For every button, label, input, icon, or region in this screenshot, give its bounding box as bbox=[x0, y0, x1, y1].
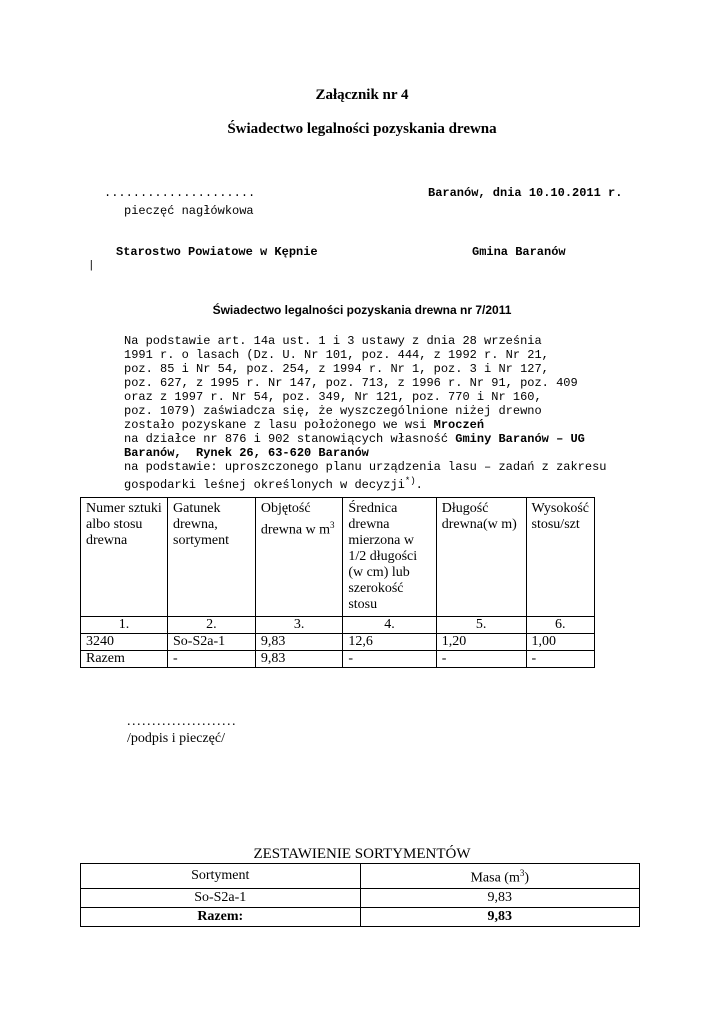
summary-title: ZESTAWIENIE SORTYMENTÓW bbox=[253, 846, 471, 862]
table-cell: So-S2a-1 bbox=[168, 634, 256, 651]
village-name: Mroczeń bbox=[433, 418, 485, 432]
total-label: Razem: bbox=[81, 907, 361, 926]
owner-address: Baranów, Rynek 26, 63-620 Baranów bbox=[124, 446, 369, 460]
stamp-label: pieczęć nagłówkowa bbox=[124, 204, 254, 218]
table-cell: 9,83 bbox=[360, 888, 640, 907]
body-line: oraz z 1997 r. Nr 54, poz. 349, Nr 121, poz. 770 i Nr 160, bbox=[124, 390, 542, 404]
table-row bbox=[81, 634, 595, 651]
total-value: 9,83 bbox=[360, 907, 640, 926]
total-cell: Razem bbox=[81, 651, 168, 668]
total-cell: - bbox=[343, 651, 436, 668]
text-cursor-mark: | bbox=[88, 260, 95, 272]
recipient-name: Gmina Baranów bbox=[472, 245, 566, 259]
body-line: zostało pozyskane z lasu położonego we wsi Mroczeń bbox=[124, 418, 485, 432]
column-number: 1. bbox=[81, 617, 168, 634]
header-species: Gatunek drewna, sortyment bbox=[168, 498, 256, 617]
certificate-heading: Świadectwo legalności pozyskania drewna nr 7/2011 bbox=[212, 303, 512, 317]
table-row bbox=[81, 888, 640, 907]
wood-table bbox=[80, 497, 595, 668]
header-diameter: Średnica drewna mierzona w 1/2 długości (w cm) lub szerokość stosu bbox=[343, 498, 436, 617]
summary-table bbox=[80, 863, 640, 927]
table-total-row bbox=[81, 651, 595, 668]
header-item-number: Numer sztuki albo stosu drewna bbox=[81, 498, 168, 617]
total-cell: - bbox=[526, 651, 594, 668]
total-cell: - bbox=[168, 651, 256, 668]
table-row bbox=[81, 617, 595, 634]
column-number: 3. bbox=[255, 617, 342, 634]
table-header-row bbox=[81, 498, 595, 617]
issuer-name: Starostwo Powiatowe w Kępnie bbox=[116, 245, 318, 259]
certificate-body bbox=[124, 334, 644, 492]
column-number: 5. bbox=[436, 617, 526, 634]
header-length: Długość drewna(w m) bbox=[436, 498, 526, 617]
signature-dots: ...................... bbox=[127, 714, 237, 729]
body-line: gospodarki leśnej określonych w decyzji*). bbox=[124, 476, 423, 492]
table-cell: So-S2a-1 bbox=[81, 888, 361, 907]
attachment-title: Załącznik nr 4 bbox=[315, 87, 409, 103]
column-number: 6. bbox=[526, 617, 594, 634]
place-and-date: Baranów, dnia 10.10.2011 r. bbox=[428, 186, 623, 200]
summary-total-row bbox=[81, 907, 640, 926]
column-number: 4. bbox=[343, 617, 436, 634]
summary-header-sortyment: Sortyment bbox=[81, 864, 361, 889]
footnote-mark: *) bbox=[404, 476, 416, 486]
body-line: poz. 627, z 1995 r. Nr 147, poz. 713, z 1996 r. Nr 91, poz. 409 bbox=[124, 376, 578, 390]
document-title: Świadectwo legalności pozyskania drewna bbox=[227, 121, 497, 137]
body-line: poz. 1079) zaświadcza się, że wyszczególnione niżej drewno bbox=[124, 404, 542, 418]
table-cell: 3240 bbox=[81, 634, 168, 651]
body-line: na podstawie: uproszczonego planu urządzenia lasu – zadań z zakresu bbox=[124, 460, 607, 474]
table-cell: 1,00 bbox=[526, 634, 594, 651]
header-height: Wysokość stosu/szt bbox=[526, 498, 594, 617]
table-cell: 12,6 bbox=[343, 634, 436, 651]
owner-name: Gminy Baranów – UG bbox=[455, 432, 585, 446]
total-cell: - bbox=[436, 651, 526, 668]
summary-header-row bbox=[81, 864, 640, 889]
table-cell: 1,20 bbox=[436, 634, 526, 651]
body-line: Na podstawie art. 14a ust. 1 i 3 ustawy z dnia 28 września bbox=[124, 334, 542, 348]
body-line: 1991 r. o lasach (Dz. U. Nr 101, poz. 444, z 1992 r. Nr 21, bbox=[124, 348, 549, 362]
stamp-placeholder-dots: ..................... bbox=[104, 186, 256, 200]
column-number: 2. bbox=[168, 617, 256, 634]
header-volume: Objętość drewna w $m^3$ bbox=[255, 498, 342, 617]
total-cell: 9,83 bbox=[255, 651, 342, 668]
body-line: na działce nr 876 i 902 stanowiących własność Gminy Baranów – UG bbox=[124, 432, 585, 446]
body-line: poz. 85 i Nr 54, poz. 254, z 1994 r. Nr 1, poz. 3 i Nr 127, bbox=[124, 362, 549, 376]
signature-label: /podpis i pieczęć/ bbox=[127, 731, 225, 746]
summary-header-mass: Masa $(m^3)$ bbox=[360, 864, 640, 889]
table-cell: 9,83 bbox=[255, 634, 342, 651]
